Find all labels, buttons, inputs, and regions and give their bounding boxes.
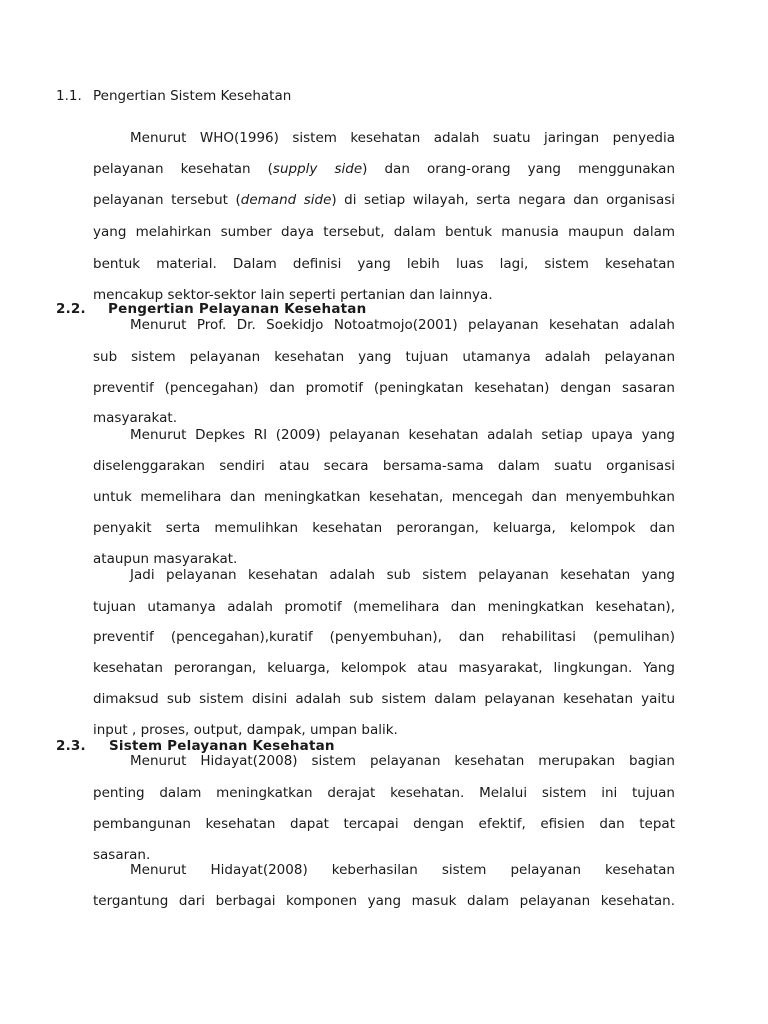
text-line: pembangunan kesehatan dapat tercapai dengan efektif, efisien dan tepat [93,816,675,832]
text-line: untuk memelihara dan meningkatkan kesehatan, mencegah dan menyembuhkan [93,489,675,505]
text-line: kesehatan perorangan, keluarga, kelompok atau masyarakat, lingkungan. Yang [93,660,675,676]
section-number: 2.2. [56,301,86,317]
italic-term: supply side [272,161,363,177]
text-line: input , proses, output, dampak, umpan balik. [93,722,398,738]
text-line [93,161,675,177]
text-line: tergantung dari berbagai komponen yang masuk dalam pelayanan kesehatan. [93,893,675,909]
text-line [93,192,675,208]
text-line: Menurut Hidayat(2008) keberhasilan sistem pelayanan kesehatan [130,862,675,878]
text-span: pelayanan tersebut ( [93,192,241,208]
text-line: sasaran. [93,847,151,863]
text-line: bentuk material. Dalam definisi yang lebih luas lagi, sistem kesehatan [93,256,675,272]
text-line: ataupun masyarakat. [93,551,238,567]
text-span: ) dan orang-orang yang menggunakan [362,161,676,177]
section-number: 1.1. [56,88,82,104]
text-line: penyakit serta memulihkan kesehatan perorangan, keluarga, kelompok dan [93,520,675,536]
section-title: Pengertian Pelayanan Kesehatan [108,301,367,317]
text-line: preventif (pencegahan) dan promotif (peningkatan kesehatan) dengan sasaran [93,380,675,396]
italic-term: demand side [240,192,332,208]
text-line: diselenggarakan sendiri atau secara bersama-sama dalam suatu organisasi [93,458,675,474]
section-title: Pengertian Sistem Kesehatan [93,88,292,104]
text-line: yang melahirkan sumber daya tersebut, dalam bentuk manusia maupun dalam [93,224,675,240]
text-span: pelayanan kesehatan ( [93,161,273,177]
text-line: masyarakat. [93,410,177,426]
text-line: sub sistem pelayanan kesehatan yang tujuan utamanya adalah pelayanan [93,349,675,365]
text-line: preventif (pencegahan),kuratif (penyembuhan), dan rehabilitasi (pemulihan) [93,629,675,645]
text-line: penting dalam meningkatkan derajat kesehatan. Melalui sistem ini tujuan [93,785,675,801]
text-line: Menurut Depkes RI (2009) pelayanan kesehatan adalah setiap upaya yang [130,427,675,443]
section-title: Sistem Pelayanan Kesehatan [109,738,335,754]
text-span: ) di setiap wilayah, serta negara dan organisasi [331,192,675,208]
text-line: tujuan utamanya adalah promotif (memelihara dan meningkatkan kesehatan), [93,599,675,615]
text-line: mencakup sektor-sektor lain seperti pertanian dan lainnya. [93,287,493,303]
text-line: dimaksud sub sistem disini adalah sub sistem dalam pelayanan kesehatan yaitu [93,691,675,707]
text-line: Menurut Prof. Dr. Soekidjo Notoatmojo(2001) pelayanan kesehatan adalah [130,317,675,333]
text-line: Jadi pelayanan kesehatan adalah sub sistem pelayanan kesehatan yang [130,567,675,583]
text-line: Menurut WHO(1996) sistem kesehatan adalah suatu jaringan penyedia [130,130,675,146]
section-number: 2.3. [56,738,86,754]
text-line: Menurut Hidayat(2008) sistem pelayanan kesehatan merupakan bagian [130,753,675,769]
